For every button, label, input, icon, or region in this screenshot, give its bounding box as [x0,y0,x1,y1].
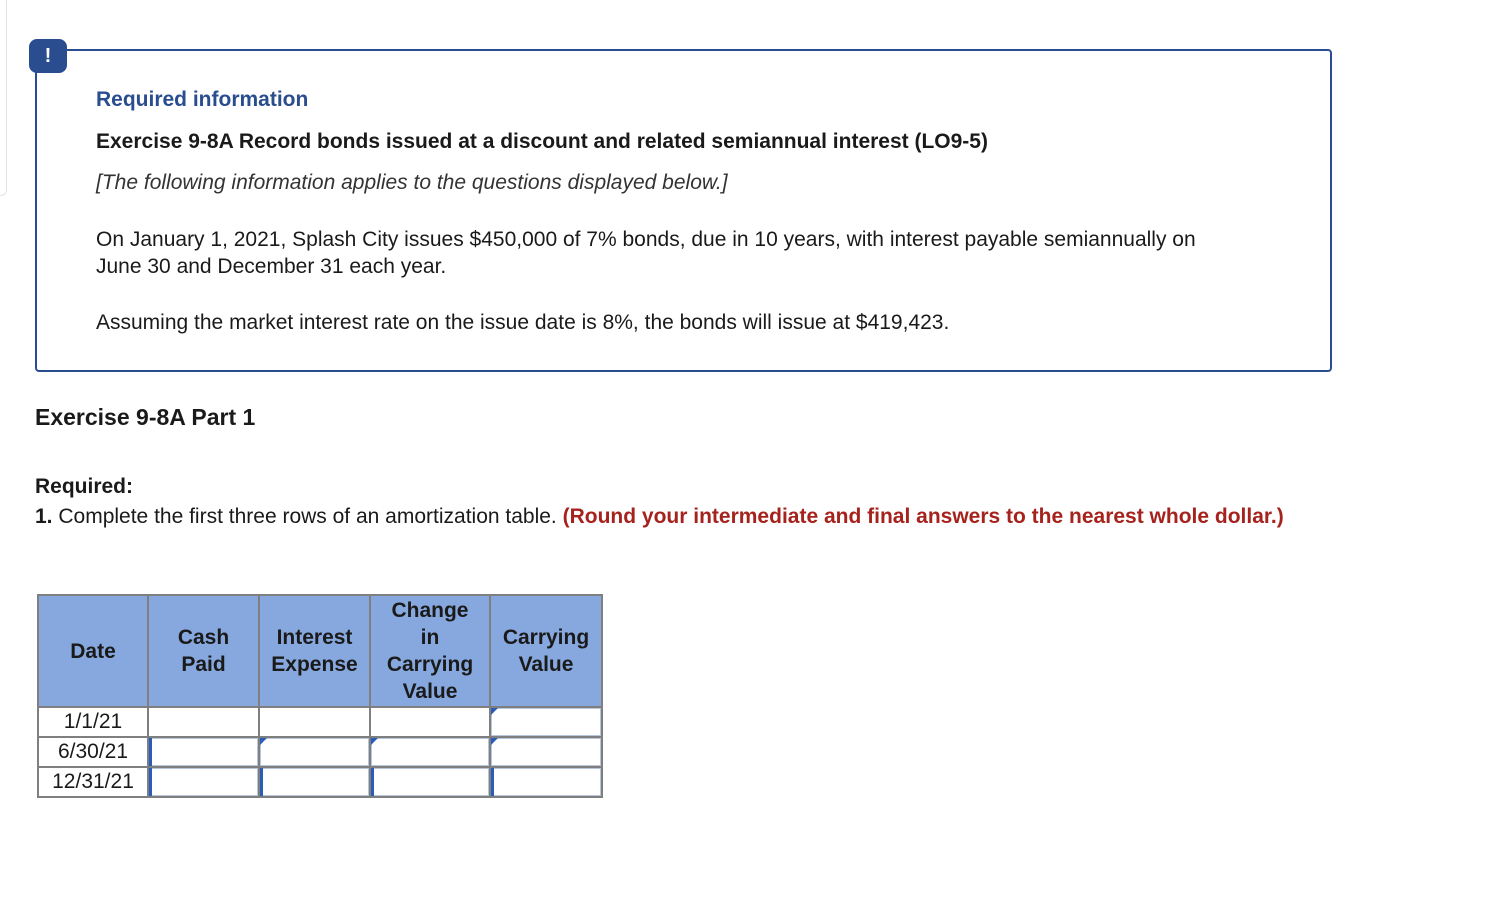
input-edge-marker [149,768,152,796]
carrying-value-input-6-30-21[interactable] [491,738,601,766]
change-carrying-value-cell [370,767,490,797]
bond-issue-paragraph: On January 1, 2021, Splash City issues $450,000 of 7% bonds, due in 10 years, with interest payable semiannually on June 30 and December 31 each year. [96,228,1196,278]
applies-note: [The following information applies to the questions displayed below.] [96,171,728,194]
change-carrying-value-input-12-31-21[interactable] [371,768,489,796]
header-cash-paid: Cash Paid [148,595,259,707]
instruction [35,503,1325,530]
cash-paid-input-12-31-21[interactable] [149,768,258,796]
input-flag-icon [371,738,378,745]
header-date: Date [38,595,148,707]
interest-expense-input-6-30-21[interactable] [260,738,369,766]
cash-paid-cell [148,767,259,797]
cash-paid-cell [148,737,259,767]
part-heading: Exercise 9-8A Part 1 [35,404,256,430]
carrying-value-cell [490,707,602,737]
interest-expense-cell [259,767,370,797]
input-flag-icon [491,738,498,745]
market-rate-paragraph: Assuming the market interest rate on the issue date is 8%, the bonds will issue at $419,423. [96,311,950,334]
date-cell: 1/1/21 [38,707,148,737]
cash-paid-input-6-30-21[interactable] [149,738,258,766]
side-tab-edge [0,0,7,196]
header-interest-expense: Interest Expense [259,595,370,707]
table-row [38,707,602,737]
required-information-heading: Required information [96,88,309,111]
carrying-value-cell [490,737,602,767]
interest-expense-cell [259,737,370,767]
required-label: Required: [35,475,134,498]
rounding-note: (Round your intermediate and final answers to the nearest whole dollar.) [562,505,1284,528]
cash-paid-cell-blank [148,707,259,737]
input-edge-marker [260,768,263,796]
interest-expense-cell-blank [259,707,370,737]
header-change-in-carrying-value: Change in Carrying Value [370,595,490,707]
table-header-row [38,595,602,707]
interest-expense-input-12-31-21[interactable] [260,768,369,796]
change-carrying-value-cell [370,737,490,767]
amortization-table [37,594,603,798]
exercise-title: Exercise 9-8A Record bonds issued at a discount and related semiannual interest (LO9-5) [96,130,988,153]
change-carrying-value-cell-blank [370,707,490,737]
carrying-value-cell [490,767,602,797]
input-flag-icon [260,738,267,745]
change-carrying-value-input-6-30-21[interactable] [371,738,489,766]
input-edge-marker [371,768,374,796]
table-row [38,767,602,797]
date-cell: 6/30/21 [38,737,148,767]
input-edge-marker [491,768,494,796]
instruction-number: 1. [35,505,53,528]
table-row [38,737,602,767]
input-flag-icon [491,708,498,715]
carrying-value-input-1-1-21[interactable] [491,708,601,736]
input-edge-marker [149,738,152,766]
alert-icon: ! [29,39,67,73]
carrying-value-input-12-31-21[interactable] [491,768,601,796]
date-cell: 12/31/21 [38,767,148,797]
header-carrying-value: Carrying Value [490,595,602,707]
instruction-text: Complete the first three rows of an amortization table. [58,505,557,528]
